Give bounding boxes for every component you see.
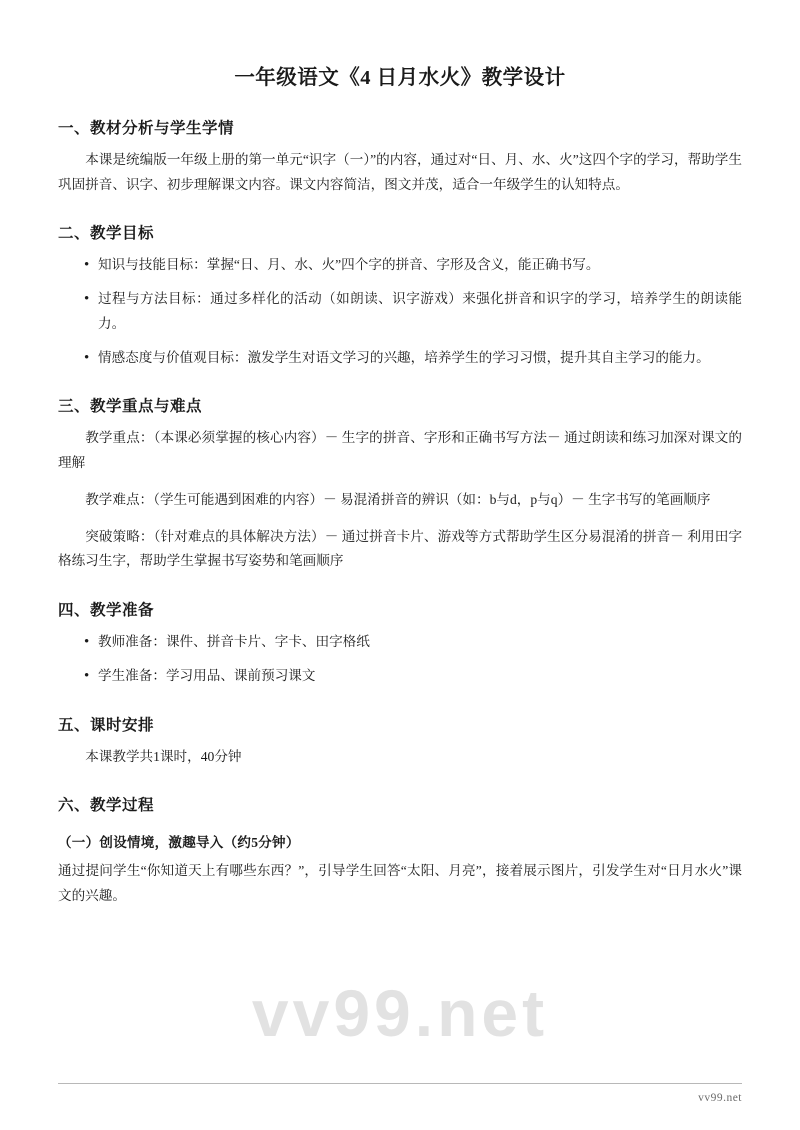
- section-heading-1: 一、教材分析与学生学情: [58, 120, 235, 137]
- page-title: 一年级语文《4 日月水火》教学设计: [234, 67, 566, 89]
- section-2-bullet-list: [58, 253, 742, 370]
- subsection-6-1-paragraph: 通过提问学生“你知道天上有哪些东西？”，引导学生回答“太阳、月亮”，接着展示图片，引发学生对“日月水火”课文的兴趣。: [58, 863, 742, 904]
- list-item: • 教师准备：课件、拼音卡片、字卡、田字格纸: [84, 630, 742, 655]
- subsection-heading-6-1: （一）创设情境，激趣导入（约5分钟）: [58, 835, 300, 851]
- list-item: • 知识与技能目标：掌握“日、月、水、火”四个字的拼音、字形及含义，能正确书写。: [84, 253, 742, 278]
- list-item: • 学生准备：学习用品、课前预习课文: [84, 664, 742, 689]
- document-content: [58, 60, 742, 909]
- section-3-paragraph-2: 教学难点：（学生可能遇到困难的内容）－ 易混淆拼音的辨识（如：b与d，p与q）－ 生字书写的笔画顺序: [85, 491, 711, 507]
- section-1-paragraph-1: 本课是统编版一年级上册的第一单元“识字（一）”的内容，通过对“日、月、水、火”这四个字的学习，帮助学生巩固拼音、识字、初步理解课文内容。课文内容简洁，图文并茂，适合一年级学生的认知特点。: [58, 152, 742, 192]
- footer-divider: [58, 1083, 742, 1084]
- section-3-paragraph-1: 教学重点：（本课必须掌握的核心内容）－ 生字的拼音、字形和正确书写方法－ 通过朗读和练习加深对课文的理解: [58, 430, 742, 471]
- page-watermark: vv99.net: [251, 976, 549, 1050]
- section-3-paragraph-3: 突破策略：（针对难点的具体解决方法）－ 通过拼音卡片、游戏等方式帮助学生区分易混淆的拼音－ 利用田字格练习生字，帮助学生掌握书写姿势和笔画顺序: [58, 528, 742, 569]
- section-5-paragraph-1: 本课教学共1课时，40分钟: [85, 748, 242, 764]
- section-heading-4: 四、教学准备: [58, 602, 155, 620]
- footer-note: vv99.net: [698, 1092, 742, 1104]
- section-heading-3: 三、教学重点与难点: [58, 398, 203, 416]
- section-heading-2: 二、教学目标: [58, 225, 155, 243]
- section-heading-6: 六、教学过程: [58, 797, 155, 815]
- list-item: • 情感态度与价值观目标：激发学生对语文学习的兴趣，培养学生的学习习惯，提升其自主学习的能力。: [84, 346, 742, 371]
- list-item: • 过程与方法目标：通过多样化的活动（如朗读、识字游戏）来强化拼音和识字的学习，培养学生的朗读能力。: [84, 287, 742, 336]
- section-4-bullet-list: [58, 630, 742, 688]
- section-heading-5: 五、课时安排: [58, 716, 155, 734]
